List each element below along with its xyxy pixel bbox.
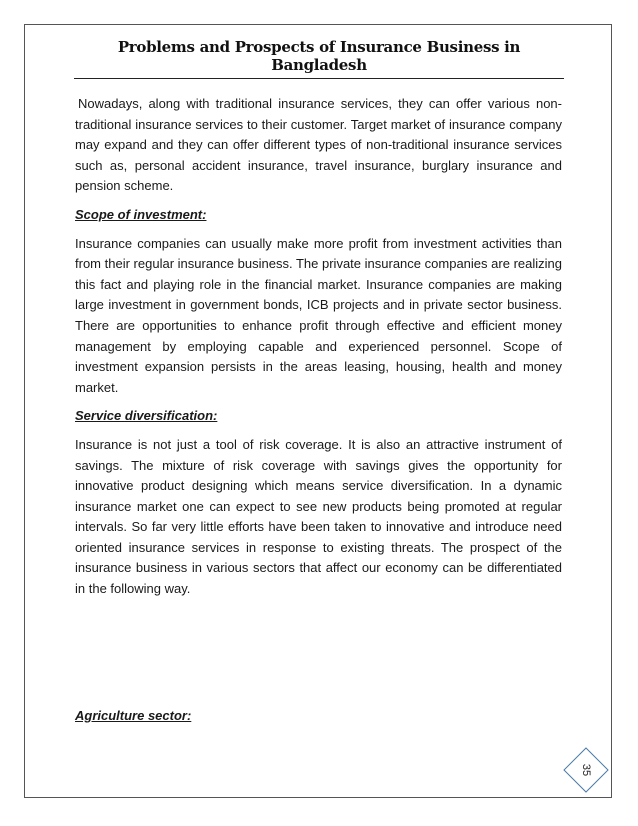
scope-of-investment-paragraph: Insurance companies can usually make more profit from investment activities than from their regular insurance business. The private insurance companies are realizing this fact and playing role in the financial market. Insurance companies are making large investment in government bonds, ICB projects and in private sector business. There are opportunities to enhance profit through effective and efficient money management by employing capable and experienced personnel. Scope of investment expansion persists in the areas leasing, housing, health and money market. [75, 235, 562, 395]
scope-of-investment-heading: Scope of investment: [75, 206, 207, 222]
document-body [75, 94, 562, 608]
page-number-badge [562, 746, 610, 794]
agriculture-sector-heading: Agriculture sector: [75, 708, 192, 723]
page-number: 35 [580, 763, 592, 777]
service-diversification-heading: Service diversification: [75, 408, 218, 424]
service-diversification-paragraph: Insurance is not just a tool of risk coverage. It is also an attractive instrument of savings. The mixture of risk coverage with savings gives the opportunity for innovative product designing which means service diversification. In a dynamic insurance market one can expect to see new products being promoted at regular intervals. So far very little efforts have been taken to innovative and introduce need oriented insurance services in response to existing threats. The prospect of the insurance business in various sectors that affect our economy can be differentiated in the following way. [75, 436, 562, 597]
page-header-title: Problems and Prospects of Insurance Business in Bangladesh [74, 38, 564, 79]
intro-paragraph: Nowadays, along with traditional insurance services, they can offer various non-traditional insurance services to their customer. Target market of insurance company may expand and they can offer different types of non-traditional insurance services such as, personal accident insurance, travel insurance, burglary insurance and pension scheme. [75, 96, 562, 194]
